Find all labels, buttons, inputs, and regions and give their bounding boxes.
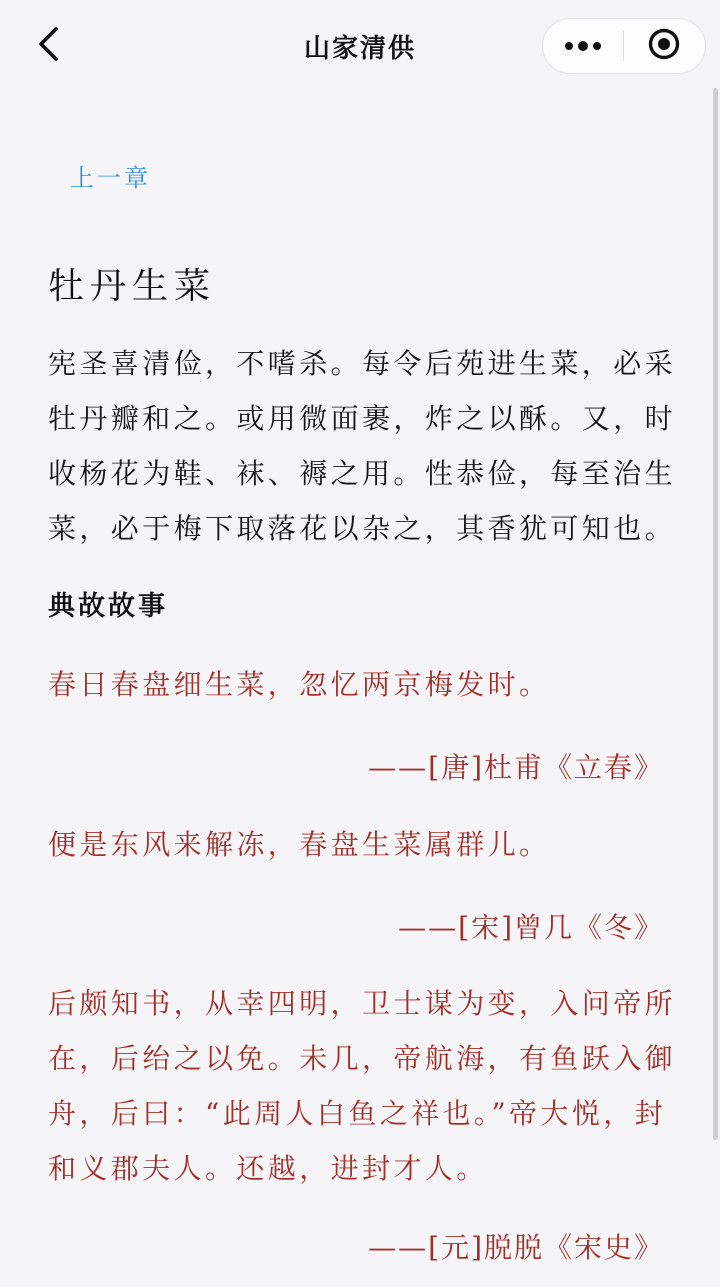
- quote-text: 便是东风来解冻，春盘生菜属群儿。: [48, 828, 551, 861]
- quote-text: 春日春盘细生菜，忽忆两京梅发时。: [48, 668, 551, 701]
- quote-source: ——[宋]曾几《冬》: [398, 911, 664, 944]
- scrollbar[interactable]: [713, 88, 718, 1140]
- quote-text: 后颇知书，从幸四明，卫士谋为变，入问帝所在，后绐之以免。未几，帝航海，有鱼跃入御舟，后曰：“此周人白鱼之祥也。”帝大悦，封和义郡夫人。还越，进封才人。: [48, 987, 677, 1185]
- previous-chapter-link[interactable]: 上一章: [70, 164, 151, 192]
- menu-capsule: [542, 18, 706, 74]
- article-title: 牡丹生菜: [48, 266, 217, 307]
- close-miniprogram-button[interactable]: [624, 19, 704, 73]
- section-heading: 典故故事: [48, 591, 168, 622]
- more-button[interactable]: [543, 19, 623, 73]
- quote-source: ——[元]脱脱《宋史》: [368, 1231, 664, 1264]
- article-body: 宪圣喜清俭，不嗜杀。每令后苑进生菜，必采牡丹瓣和之。或用微面裹，炸之以酥。又，时收杨花为鞋、袜、褥之用。性恭俭，每至治生菜，必于梅下取落花以杂之，其香犹可知也。: [48, 347, 677, 545]
- more-dots-icon: [563, 37, 603, 56]
- page-title: 山家清供: [303, 34, 416, 64]
- quote-source: ——[唐]杜甫《立春》: [368, 751, 664, 784]
- navigation-bar: [0, 0, 720, 92]
- target-icon: [647, 27, 681, 65]
